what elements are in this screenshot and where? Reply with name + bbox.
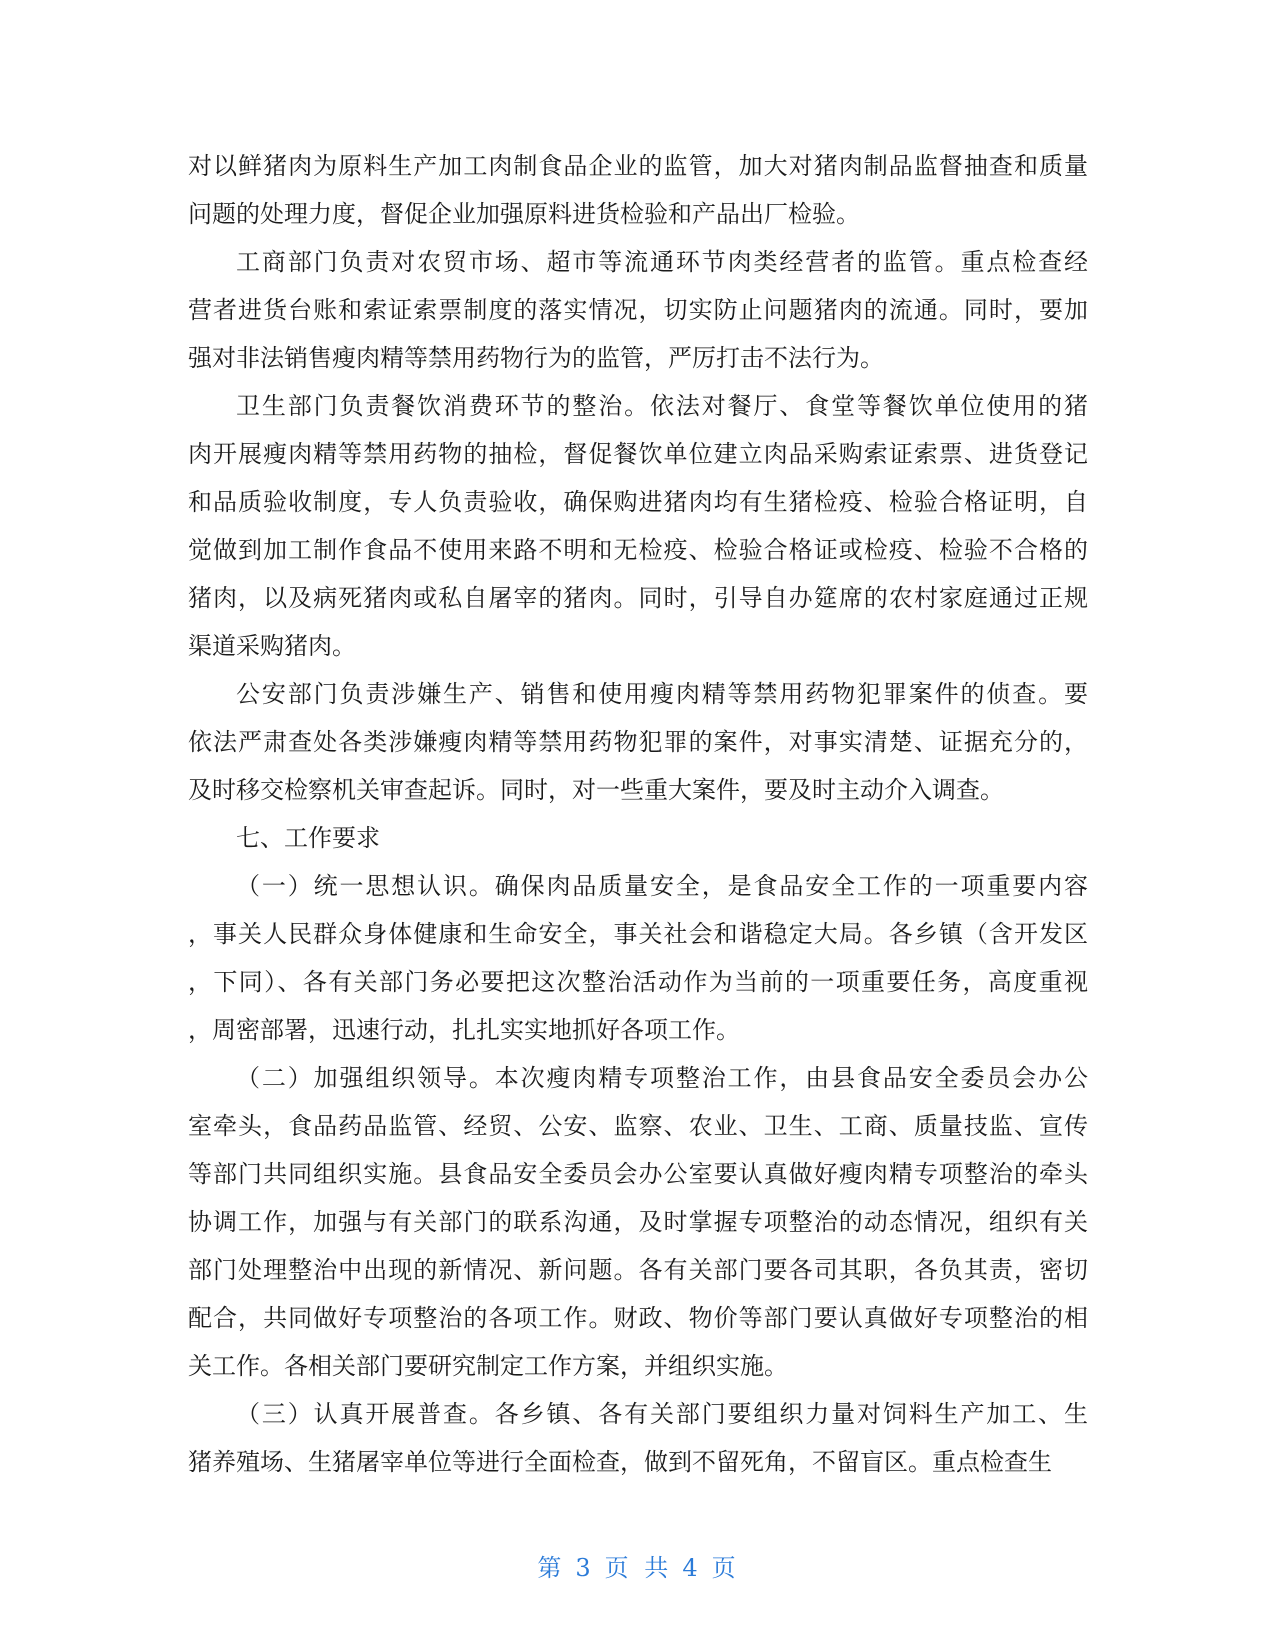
text-line: 配合，共同做好专项整治的各项工作。财政、物价等部门要认真做好专项整治的相 [188, 1304, 1088, 1332]
text-line: 部门处理整治中出现的新情况、新问题。各有关部门要各司其职，各负其责，密切 [188, 1256, 1088, 1284]
text-line: 猪养殖场、生猪屠宰单位等进行全面检查，做到不留死角，不留盲区。重点检查生 [188, 1448, 1052, 1476]
paragraph [188, 1054, 1088, 1390]
text-line: 及时移交检察机关审查起诉。同时，对一些重大案件，要及时主动介入调查。 [188, 776, 1004, 804]
text-line: 强对非法销售瘦肉精等禁用药物行为的监管，严厉打击不法行为。 [188, 344, 884, 372]
footer-prefix: 第 [537, 1554, 564, 1582]
text-line: 工商部门负责对农贸市场、超市等流通环节肉类经营者的监管。重点检查经 [236, 248, 1088, 276]
text-line: 渠道采购猪肉。 [188, 632, 356, 660]
text-line: 和品质验收制度，专人负责验收，确保购进猪肉均有生猪检疫、检验合格证明，自 [188, 488, 1088, 516]
text-line: （三）认真开展普查。各乡镇、各有关部门要组织力量对饲料生产加工、生 [236, 1400, 1088, 1428]
footer-total-pages: 4 [682, 1554, 700, 1582]
text-line: 公安部门负责涉嫌生产、销售和使用瘦肉精等禁用药物犯罪案件的侦查。要 [236, 680, 1088, 708]
paragraph [188, 142, 1088, 238]
text-line: 室牵头，食品药品监管、经贸、公安、监察、农业、卫生、工商、质量技监、宣传 [188, 1112, 1088, 1140]
paragraph [188, 382, 1088, 670]
text-line: 协调工作，加强与有关部门的联系沟通，及时掌握专项整治的动态情况，组织有关 [188, 1208, 1088, 1236]
text-line: 肉开展瘦肉精等禁用药物的抽检，督促餐饮单位建立肉品采购索证索票、进货登记 [188, 440, 1088, 468]
paragraph [188, 1390, 1088, 1486]
paragraph [188, 814, 1088, 862]
text-line: （二）加强组织领导。本次瘦肉精专项整治工作，由县食品安全委员会办公 [236, 1064, 1088, 1092]
footer-current-page: 3 [575, 1554, 593, 1582]
page-footer [0, 1548, 1275, 1583]
footer-middle: 页 共 [604, 1554, 671, 1582]
paragraph [188, 862, 1088, 1054]
text-line: 营者进货台账和索证索票制度的落实情况，切实防止问题猪肉的流通。同时，要加 [188, 296, 1088, 324]
text-line: 觉做到加工制作食品不使用来路不明和无检疫、检验合格证或检疫、检验不合格的 [188, 536, 1088, 564]
paragraph [188, 238, 1088, 382]
footer-suffix: 页 [711, 1554, 738, 1582]
text-line: 七、工作要求 [236, 824, 380, 852]
text-line: ，下同）、各有关部门务必要把这次整治活动作为当前的一项重要任务，高度重视 [188, 968, 1088, 996]
text-line: 对以鲜猪肉为原料生产加工肉制食品企业的监管，加大对猪肉制品监督抽查和质量 [188, 152, 1088, 180]
text-line: ，周密部署，迅速行动，扎扎实实地抓好各项工作。 [188, 1016, 740, 1044]
text-line: 等部门共同组织实施。县食品安全委员会办公室要认真做好瘦肉精专项整治的牵头 [188, 1160, 1088, 1188]
text-line: 关工作。各相关部门要研究制定工作方案，并组织实施。 [188, 1352, 788, 1380]
text-line: ，事关人民群众身体健康和生命安全，事关社会和谐稳定大局。各乡镇（含开发区 [188, 920, 1088, 948]
text-line: 依法严肃查处各类涉嫌瘦肉精等禁用药物犯罪的案件，对事实清楚、证据充分的， [188, 728, 1088, 756]
text-line: （一）统一思想认识。确保肉品质量安全，是食品安全工作的一项重要内容 [236, 872, 1088, 900]
text-line: 猪肉，以及病死猪肉或私自屠宰的猪肉。同时，引导自办筵席的农村家庭通过正规 [188, 584, 1088, 612]
paragraph [188, 670, 1088, 814]
document-body [188, 142, 1088, 1486]
text-line: 问题的处理力度，督促企业加强原料进货检验和产品出厂检验。 [188, 200, 860, 228]
text-line: 卫生部门负责餐饮消费环节的整治。依法对餐厅、食堂等餐饮单位使用的猪 [236, 392, 1088, 420]
